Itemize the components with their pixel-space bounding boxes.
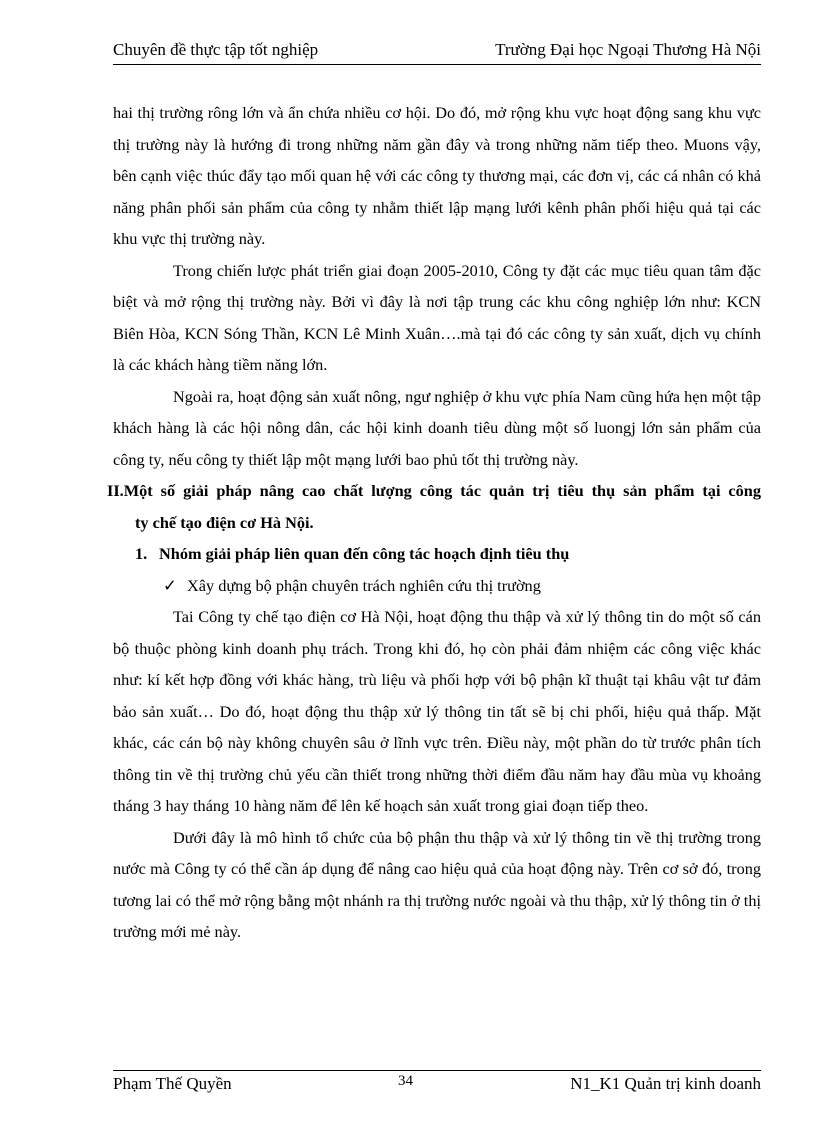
paragraph-4: Tai Công ty chế tạo điện cơ Hà Nội, hoạt động thu thập và xử lý thông tin do một số cán bộ thuộc phòng kinh doanh phụ trách. Trong khi đó, họ còn phải đảm nhiệm các công việc khác như: kí kết hợp đồng với khác hàng, trù liệu và phối hợp với bộ phận kĩ thuật tại khâu vật tư đảm bảo sản xuất… Do đó, hoạt động thu thập xử lý thông tin tất sẽ bị chi phối, hiệu quả thấp. Mặt khác, các cán bộ này không chuyên sâu ở lĩnh vực trên. Điều này, một phần do từ trước phân tích thông tin về thị trường chủ yếu cần thiết trong những thời điểm đầu năm hay đầu mùa vụ khoảng tháng 3 hay tháng 10 hàng năm để lên kế hoạch sản xuất trong giai đoạn tiếp theo.: [113, 607, 761, 815]
paragraph-3: Ngoài ra, hoạt động sản xuất nông, ngư nghiệp ở khu vực phía Nam cũng hứa hẹn một tập khách hàng là các hội nông dân, các hội kinh doanh tiêu dùng một số luongj lớn sản phẩm của công ty, nếu công ty thiết lập một mạng lưới bao phủ tốt thị trường này.: [113, 386, 761, 469]
subheading-1-text: Nhóm giải pháp liên quan đến công tác hoạch định tiêu thụ: [159, 544, 570, 563]
footer-course: N1_K1 Quản trị kinh doanh: [570, 1074, 761, 1093]
subheading-1: [113, 538, 761, 570]
checkmark-icon: ✓: [163, 575, 177, 595]
section-heading-2-line-1: II.Một số giải pháp nâng cao chất lượng công tác quản trị tiêu thụ sản phẩm tại công: [107, 481, 761, 500]
page-header: [113, 38, 761, 65]
section-heading-2: [107, 475, 761, 538]
header-right-title: Trường Đại học Ngoại Thương Hà Nội: [495, 40, 761, 59]
paragraph-2: Trong chiến lược phát triển giai đoạn 2005-2010, Công ty đặt các mục tiêu quan tâm đặc biệt và mở rộng thị trường này. Bởi vì đây là nơi tập trung các khu công nghiệp lớn như: KCN Biên Hòa, KCN Sóng Thần, KCN Lê Minh Xuân….mà tại đó các công ty sản xuất, dịch vụ chính là các khách hàng tiềm năng lớn.: [113, 260, 761, 374]
paragraph-1: hai thị trường rông lớn và ẩn chứa nhiều cơ hội. Do đó, mở rộng khu vực hoạt động sang khu vực thị trường này là hướng đi trong những năm gần đây và trong những năm tiếp theo. Muons vậy, bên cạnh việc thúc đẩy tạo mối quan hệ với các công ty thương mại, các đơn vị, các cá nhân có khả năng phân phối sản phẩm của công ty nhằm thiết lập mạng lưới kênh phân phối hiệu quả tại các khu vực thị trường này.: [113, 103, 761, 248]
footer-author: Phạm Thế Quyền: [113, 1074, 232, 1093]
header-left-title: Chuyên đề thực tập tốt nghiệp: [113, 40, 319, 59]
page-number: 34: [398, 1073, 413, 1089]
page-footer: [113, 1070, 761, 1101]
document-body: [107, 97, 761, 948]
check-item: [113, 570, 761, 602]
check-item-text: Xây dựng bộ phận chuyên trách nghiên cứu thị trường: [187, 575, 541, 595]
subheading-1-number: 1.: [135, 544, 148, 563]
paragraph-5: Dưới đây là mô hình tổ chức của bộ phận thu thập và xử lý thông tin về thị trường trong nước mà Công ty có thể cần áp dụng để nâng cao hiệu quả của hoạt động này. Trên cơ sở đó, trong tương lai có thể mở rộng bằng một nhánh ra thị trường nước ngoài và thu thập, xử lý thông tin ở thị trường mới mẻ này.: [113, 827, 761, 941]
section-heading-2-line-2: ty chế tạo điện cơ Hà Nội.: [135, 512, 314, 532]
